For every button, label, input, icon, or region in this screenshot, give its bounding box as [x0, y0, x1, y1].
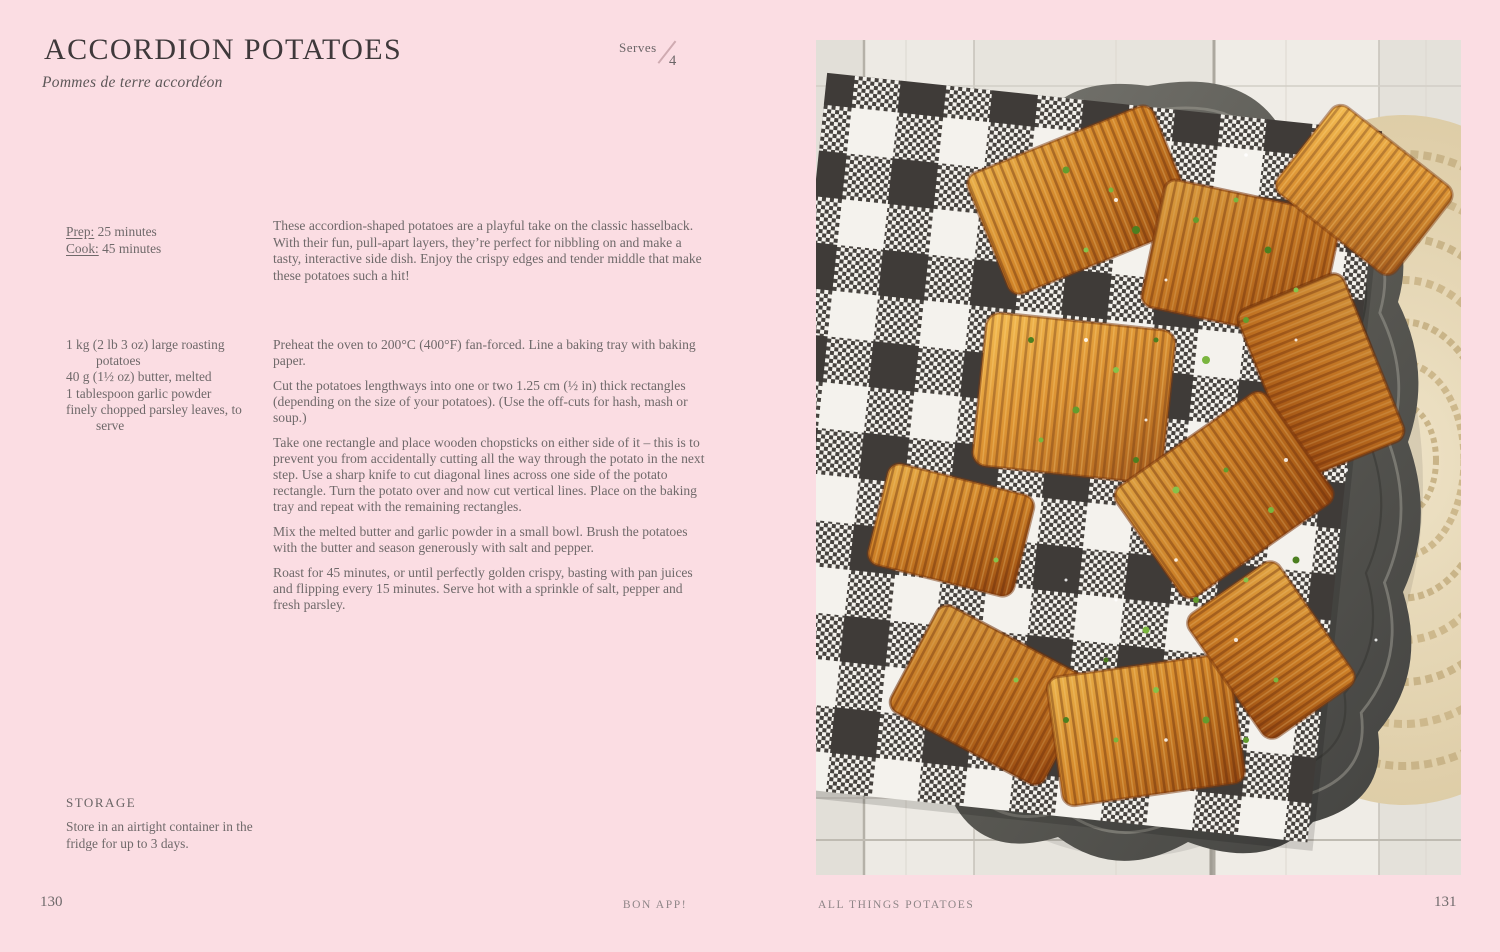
serves-label: Serves	[619, 40, 657, 55]
cook-value: 45 minutes	[102, 241, 162, 256]
cook-label: Cook:	[66, 241, 99, 256]
recipe-subtitle: Pommes de terre accordéon	[42, 74, 223, 91]
ingredients-list	[66, 337, 264, 434]
method-step: Preheat the oven to 200°C (400°F) fan-forced. Line a baking tray with baking paper.	[273, 337, 696, 368]
method-section	[273, 337, 711, 622]
storage-text: Store in an airtight container in the fridge for up to 3 days.	[66, 819, 253, 851]
potato-piece	[971, 311, 1176, 484]
ingredient-item: 40 g (1½ oz) butter, melted	[66, 369, 212, 385]
potato-piece	[1046, 653, 1246, 807]
serves-value: 4	[669, 53, 677, 69]
method-step: Roast for 45 minutes, or until perfectly golden crispy, basting with pan juices and flipping every 15 minutes. Serve hot with a sprinkle of salt, pepper and fresh parsley.	[273, 565, 693, 612]
prep-cook-times	[66, 223, 161, 257]
ingredient-item: finely chopped parsley leaves, to serve	[66, 401, 242, 434]
method-step: Mix the melted butter and garlic powder in a small bowl. Brush the potatoes with the butter and season generously with salt and pepper.	[273, 524, 688, 555]
page-number-left: 130	[40, 894, 63, 910]
storage-heading: STORAGE	[66, 795, 137, 810]
accordion-potatoes-photo	[816, 40, 1461, 875]
prep-time-row	[66, 223, 161, 240]
method-step: Cut the potatoes lengthways into one or two 1.25 cm (½ in) thick rectangles (depending on the size of your potatoes). (Use the off-cuts for hash, mash or soup.)	[273, 378, 688, 425]
ingredient-item: 1 kg (2 lb 3 oz) large roasting potatoes	[66, 337, 225, 369]
ingredient-item: 1 tablespoon garlic powder	[66, 385, 212, 401]
prep-label: Prep:	[66, 224, 95, 239]
footer-book-title: BON APP!	[622, 899, 688, 911]
cook-time-row	[66, 240, 161, 257]
recipe-title: ACCORDION POTATOES	[44, 33, 403, 66]
page-number-right: 131	[1434, 894, 1457, 910]
recipe-intro: These accordion-shaped potatoes are a playful take on the classic hasselback. With their fun, pull-apart layers, they’re perfect for nibbling on and make a tasty, interactive side dish. Enjoy the crispy edges and tender middle that make these potatoes such a hit!	[273, 218, 702, 283]
method-step: Take one rectangle and place wooden chopsticks on either side of it – this is to prevent you from accidentally cutting all the way through the potato in the next step. Use a sharp knife to cut diagonal lines across one side of the potato rectangle. Turn the potato over and now cut vertical lines. Place on the baking tray and repeat with the remaining rectangles.	[273, 435, 705, 514]
prep-value: 25 minutes	[97, 224, 157, 239]
footer-section-title: ALL THINGS POTATOES	[818, 899, 975, 911]
